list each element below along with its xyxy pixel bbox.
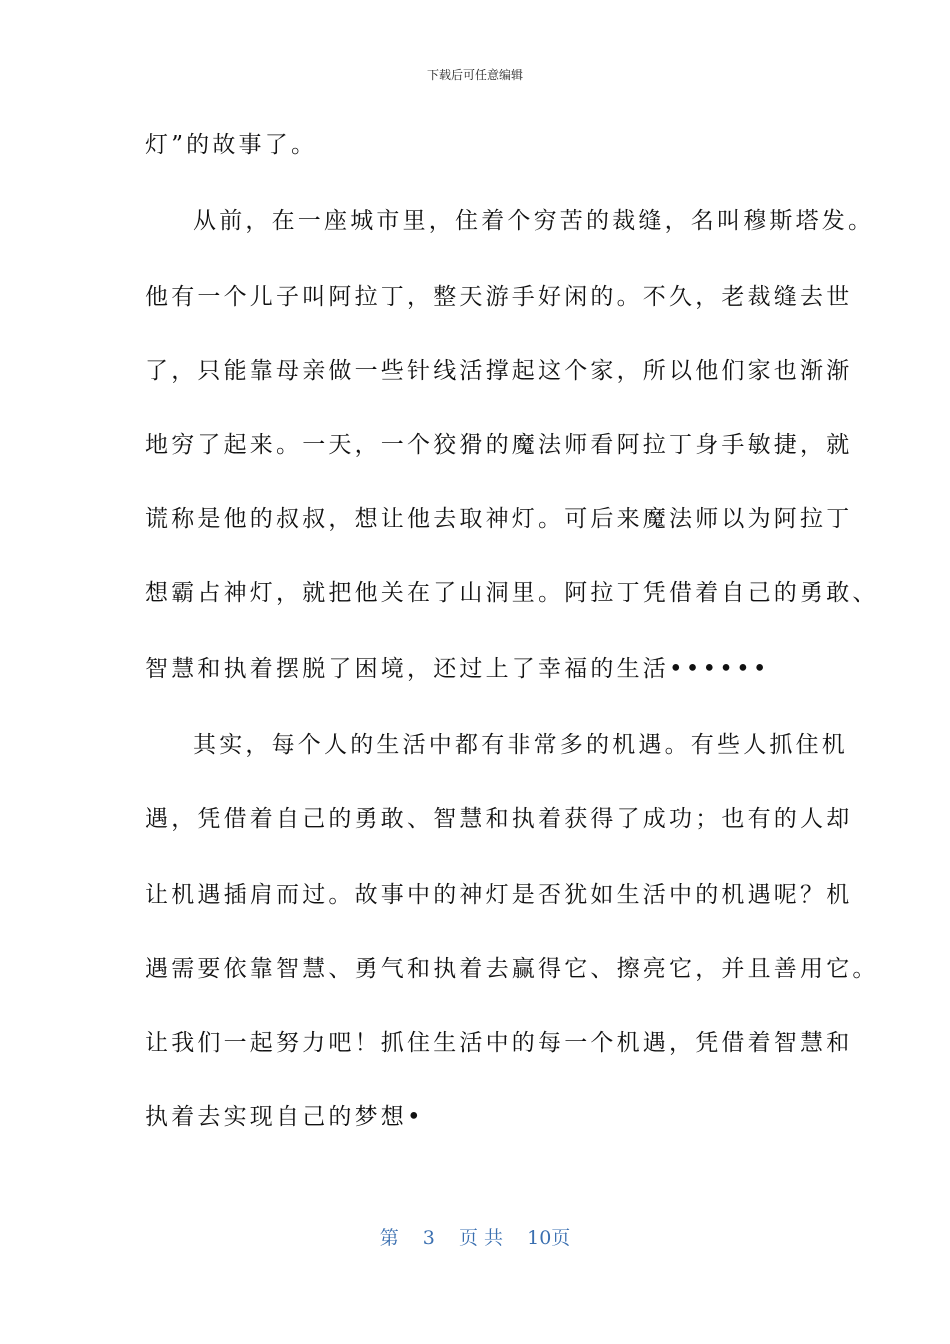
body-line-2: 从前，在一座城市里，住着个穷苦的裁缝，名叫穆斯塔发。 <box>193 208 875 234</box>
body-line-8: 智慧和执着摆脱了困境，还过上了幸福的生活•••••• <box>145 656 770 682</box>
body-line-11: 让机遇插肩而过。故事中的神灯是否犹如生活中的机遇呢？机 <box>145 882 853 908</box>
body-line-12: 遇需要依靠智慧、勇气和执着去赢得它、擦亮它，并且善用它。 <box>145 956 879 982</box>
body-line-4: 了，只能靠母亲做一些针线活撑起这个家，所以他们家也渐渐 <box>145 358 853 384</box>
page-header-note: 下载后可任意编辑 <box>426 68 523 82</box>
footer-middle: 页 共 <box>458 1227 504 1249</box>
body-line-10: 遇，凭借着自己的勇敢、智慧和执着获得了成功；也有的人却 <box>145 806 853 832</box>
body-line-3: 他有一个儿子叫阿拉丁，整天游手好闲的。不久，老裁缝去世 <box>145 284 853 310</box>
body-line-6: 谎称是他的叔叔，想让他去取神灯。可后来魔法师以为阿拉丁 <box>145 506 853 532</box>
body-line-9: 其实，每个人的生活中都有非常多的机遇。有些人抓住机 <box>193 732 848 758</box>
body-line-13: 让我们一起努力吧！抓住生活中的每一个机遇，凭借着智慧和 <box>145 1030 853 1056</box>
body-line-5: 地穷了起来。一天，一个狡猾的魔法师看阿拉丁身手敏捷，就 <box>145 432 853 458</box>
body-line-7: 想霸占神灯，就把他关在了山洞里。阿拉丁凭借着自己的勇敢、 <box>145 580 879 606</box>
footer-total-pages: 10页 <box>527 1227 571 1249</box>
footer-prefix: 第 <box>379 1227 399 1249</box>
body-line-14: 执着去实现自己的梦想• <box>145 1104 424 1130</box>
body-line-1: 灯”的故事了。 <box>145 132 318 158</box>
page-footer <box>0 1225 950 1251</box>
footer-current-page: 3 <box>422 1227 435 1249</box>
